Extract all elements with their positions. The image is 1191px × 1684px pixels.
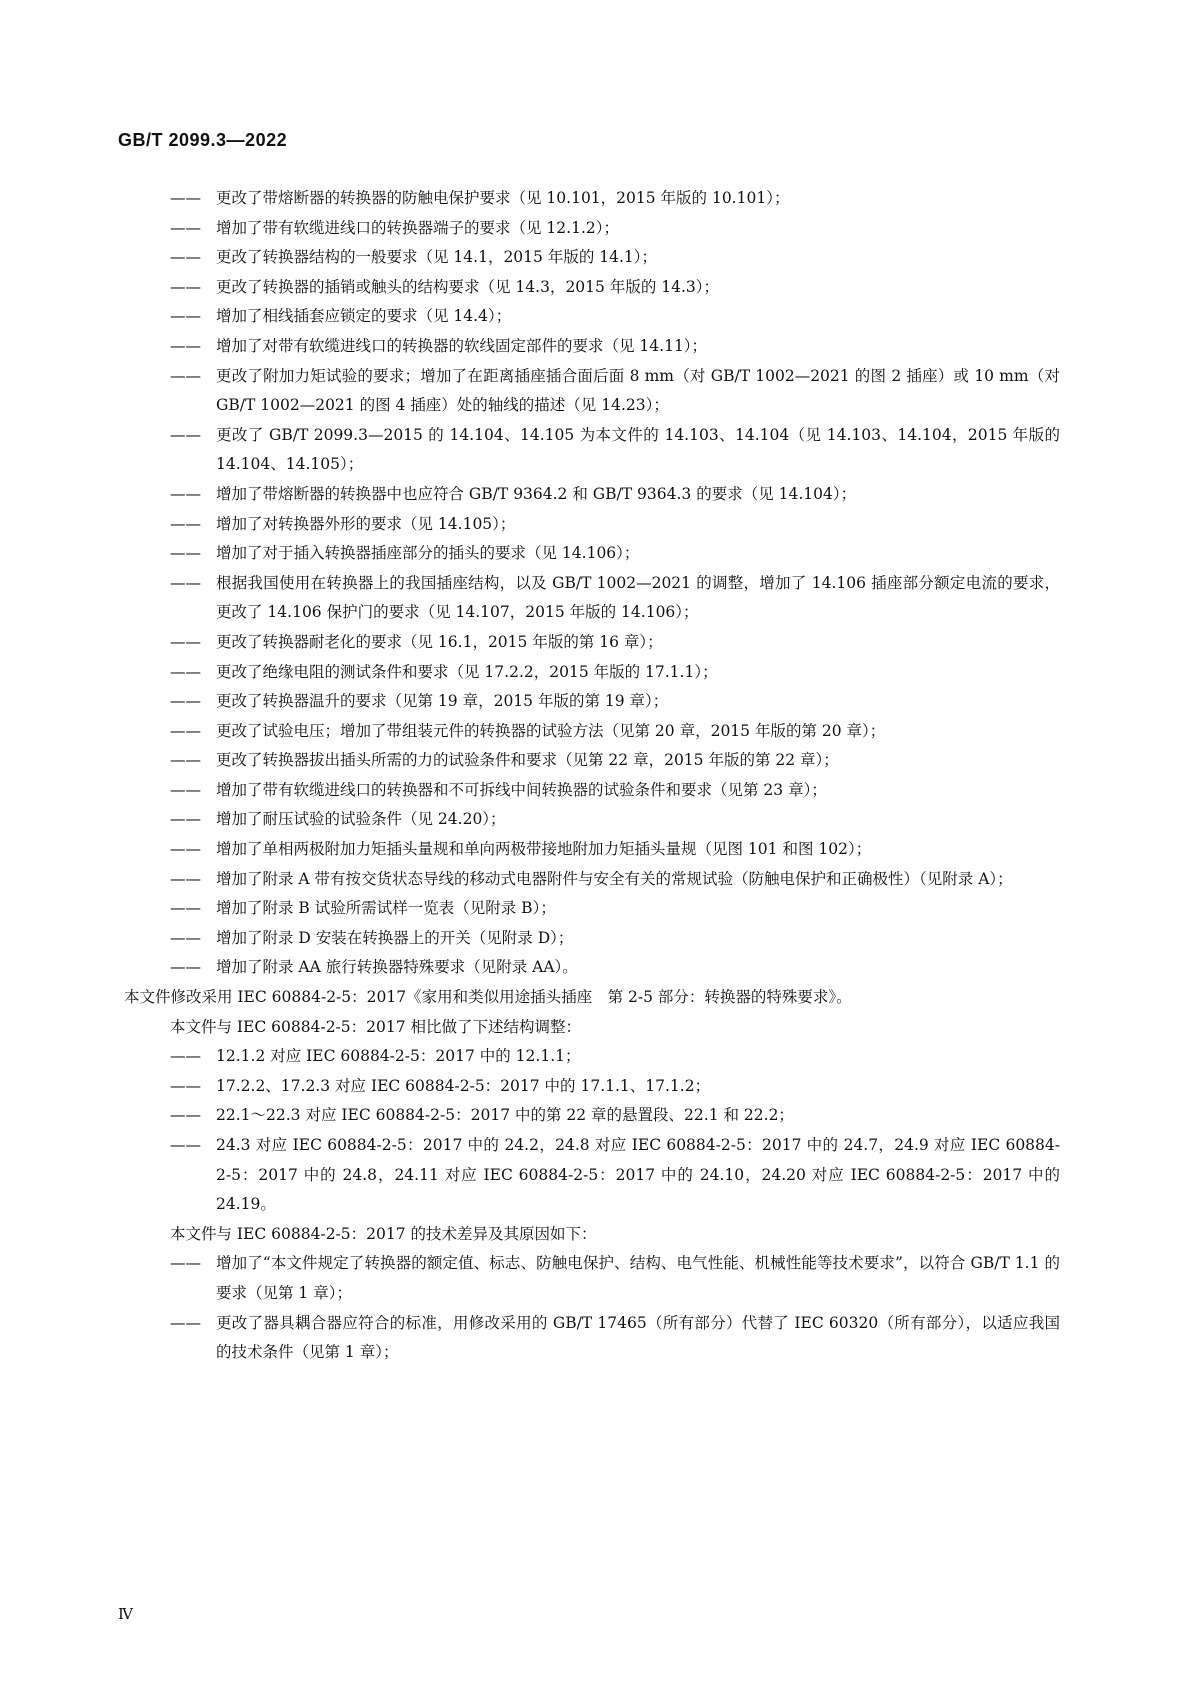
change-item xyxy=(170,214,1060,244)
list-dash: —— xyxy=(170,277,201,296)
list-dash: —— xyxy=(170,307,201,326)
change-item xyxy=(170,835,1060,865)
foreword-body xyxy=(124,184,1060,1368)
list-dash: —— xyxy=(170,751,201,770)
differences-list xyxy=(170,1249,1060,1367)
list-dash: —— xyxy=(170,484,201,503)
standard-code: GB/T 2099.3—2022 xyxy=(118,130,288,150)
change-item xyxy=(170,894,1060,924)
page-number: Ⅳ xyxy=(118,1605,133,1623)
change-item-text: 更改了 GB/T 2099.3—2015 的 14.104、14.105 为本文件的 14.103、14.104（见 14.103、14.104，2015 年版的 14.104、14.105）； xyxy=(216,425,1060,474)
list-dash: —— xyxy=(170,1047,201,1066)
change-item xyxy=(170,480,1060,510)
change-item-text: 增加了对带有软缆进线口的转换器的软线固定部件的要求（见 14.11）； xyxy=(216,336,708,355)
change-item xyxy=(170,805,1060,835)
list-dash: —— xyxy=(170,928,201,947)
structure-intro: 本文件与 IEC 60884-2-5：2017 相比做了下述结构调整： xyxy=(170,1017,582,1036)
change-item-text: 增加了带有软缆进线口的转换器和不可拆线中间转换器的试验条件和要求（见第 23 章）； xyxy=(216,780,827,799)
list-dash: —— xyxy=(170,721,201,740)
adoption-paragraph: 本文件修改采用 IEC 60884-2-5：2017《家用和类似用途插头插座 第 2-5 部分：转换器的特殊要求》。 xyxy=(124,988,852,1007)
change-item-text: 更改了转换器温升的要求（见第 19 章，2015 年版的第 19 章）； xyxy=(216,692,669,711)
change-item-text: 增加了附录 B 试验所需试样一览表（见附录 B）； xyxy=(216,899,556,918)
change-item-text: 更改了带熔断器的转换器的防触电保护要求（见 10.101，2015 年版的 10.101）； xyxy=(216,189,790,207)
change-item-text: 更改了附加力矩试验的要求；增加了在距离插座插合面后面 8 mm（对 GB/T 1002—2021 的图 2 插座）或 10 mm（对 GB/T 1002—2021 的图 4 插座）处的轴线的描述（见 14.23）； xyxy=(216,366,1060,415)
change-item xyxy=(170,243,1060,273)
list-dash: —— xyxy=(170,544,201,563)
list-dash: —— xyxy=(170,425,201,444)
change-item-text: 根据我国使用在转换器上的我国插座结构，以及 GB/T 1002—2021 的调整，增加了 14.106 插座部分额定电流的要求，更改了 14.106 保护门的要求（见 14.107，2015 年版的 14.106）； xyxy=(216,573,1060,622)
change-item-text: 增加了单相两极附加力矩插头量规和单向两极带接地附加力矩插头量规（见图 101 和图 102）； xyxy=(216,840,872,859)
list-dash: —— xyxy=(170,1106,201,1125)
change-item-text: 更改了转换器结构的一般要求（见 14.1，2015 年版的 14.1）； xyxy=(216,248,658,267)
list-dash: —— xyxy=(170,958,201,977)
list-dash: —— xyxy=(170,218,201,237)
change-item-text: 更改了转换器的插销或触头的结构要求（见 14.3，2015 年版的 14.3）； xyxy=(216,277,720,296)
list-dash: —— xyxy=(170,189,201,207)
changes-list xyxy=(170,184,1060,983)
list-dash: —— xyxy=(170,1076,201,1095)
list-dash: —— xyxy=(170,1254,201,1273)
list-dash: —— xyxy=(170,869,201,888)
change-item xyxy=(170,687,1060,717)
differences-intro: 本文件与 IEC 60884-2-5：2017 的技术差异及其原因如下： xyxy=(170,1224,597,1243)
change-item-text: 更改了绝缘电阻的测试条件和要求（见 17.2.2，2015 年版的 17.1.1）； xyxy=(216,662,718,681)
structure-item xyxy=(170,1101,1060,1131)
list-dash: —— xyxy=(170,662,201,681)
change-item xyxy=(170,717,1060,747)
change-item xyxy=(170,332,1060,362)
change-item-text: 增加了附录 D 安装在转换器上的开关（见附录 D）； xyxy=(216,928,574,947)
list-dash: —— xyxy=(170,366,201,385)
change-item xyxy=(170,302,1060,332)
change-item-text: 增加了带熔断器的转换器中也应符合 GB/T 9364.2 和 GB/T 9364.3 的要求（见 14.104）； xyxy=(216,484,857,503)
structure-item-text: 17.2.2、17.2.3 对应 IEC 60884-2-5：2017 中的 17.1.1、17.1.2； xyxy=(216,1076,711,1095)
change-item xyxy=(170,924,1060,954)
change-item xyxy=(170,658,1060,688)
change-item xyxy=(170,510,1060,540)
change-item-text: 增加了带有软缆进线口的转换器端子的要求（见 12.1.2）； xyxy=(216,218,619,237)
change-item xyxy=(170,184,1060,214)
list-dash: —— xyxy=(170,899,201,918)
difference-item-text: 更改了器具耦合器应符合的标准，用修改采用的 GB/T 17465（所有部分）代替了 IEC 60320（所有部分），以适应我国的技术条件（见第 1 章）； xyxy=(216,1313,1060,1362)
change-item xyxy=(170,865,1060,895)
difference-item xyxy=(170,1309,1060,1368)
change-item-text: 更改了转换器拔出插头所需的力的试验条件和要求（见第 22 章，2015 年版的第 22 章）； xyxy=(216,751,839,770)
change-item xyxy=(170,776,1060,806)
change-item-text: 增加了相线插套应锁定的要求（见 14.4）； xyxy=(216,307,512,326)
list-dash: —— xyxy=(170,780,201,799)
change-item-text: 增加了附录 AA 旅行转换器特殊要求（见附录 AA）。 xyxy=(216,958,578,977)
structure-item-text: 24.3 对应 IEC 60884-2-5：2017 中的 24.2，24.8 对应 IEC 60884-2-5：2017 中的 24.7，24.9 对应 IEC 60884-2-5：2017 中的 24.8，24.11 对应 IEC 60884-2-5：2017 中的 24.10，24.20 对应 IEC 60884-2-5：2017 中的 24.19。 xyxy=(216,1136,1060,1214)
change-item-text: 增加了对于插入转换器插座部分的插头的要求（见 14.106）； xyxy=(216,544,640,563)
structure-item xyxy=(170,1072,1060,1102)
structure-item-text: 22.1～22.3 对应 IEC 60884-2-5：2017 中的第 22 章的悬置段、22.1 和 22.2； xyxy=(216,1106,794,1125)
change-item-text: 增加了对转换器外形的要求（见 14.105）； xyxy=(216,514,516,533)
change-item xyxy=(170,953,1060,983)
difference-item-text: 增加了“本文件规定了转换器的额定值、标志、防触电保护、结构、电气性能、机械性能等技术要求”，以符合 GB/T 1.1 的要求（见第 1 章）； xyxy=(216,1254,1060,1302)
change-item-text: 更改了试验电压；增加了带组装元件的转换器的试验方法（见第 20 章，2015 年版的第 20 章）； xyxy=(216,721,886,740)
change-item-text: 增加了耐压试验的试验条件（见 24.20）； xyxy=(216,810,506,829)
structure-item xyxy=(170,1042,1060,1072)
change-item xyxy=(170,421,1060,480)
list-dash: —— xyxy=(170,1313,201,1332)
list-dash: —— xyxy=(170,692,201,711)
structure-list xyxy=(170,1042,1060,1220)
change-item xyxy=(170,569,1060,628)
list-dash: —— xyxy=(170,573,201,592)
change-item xyxy=(170,628,1060,658)
change-item xyxy=(170,273,1060,303)
change-item xyxy=(170,539,1060,569)
list-dash: —— xyxy=(170,840,201,859)
list-dash: —— xyxy=(170,810,201,829)
structure-item xyxy=(170,1131,1060,1220)
difference-item xyxy=(170,1249,1060,1308)
list-dash: —— xyxy=(170,248,201,267)
list-dash: —— xyxy=(170,632,201,651)
change-item-text: 更改了转换器耐老化的要求（见 16.1，2015 年版的第 16 章）； xyxy=(216,632,663,651)
list-dash: —— xyxy=(170,1136,201,1154)
list-dash: —— xyxy=(170,514,201,533)
change-item xyxy=(170,746,1060,776)
change-item xyxy=(170,362,1060,421)
list-dash: —— xyxy=(170,336,201,355)
change-item-text: 增加了附录 A 带有按交货状态导线的移动式电器附件与安全有关的常规试验（防触电保护和正确极性）（见附录 A）； xyxy=(216,869,1013,888)
structure-item-text: 12.1.2 对应 IEC 60884-2-5：2017 中的 12.1.1； xyxy=(216,1047,581,1066)
